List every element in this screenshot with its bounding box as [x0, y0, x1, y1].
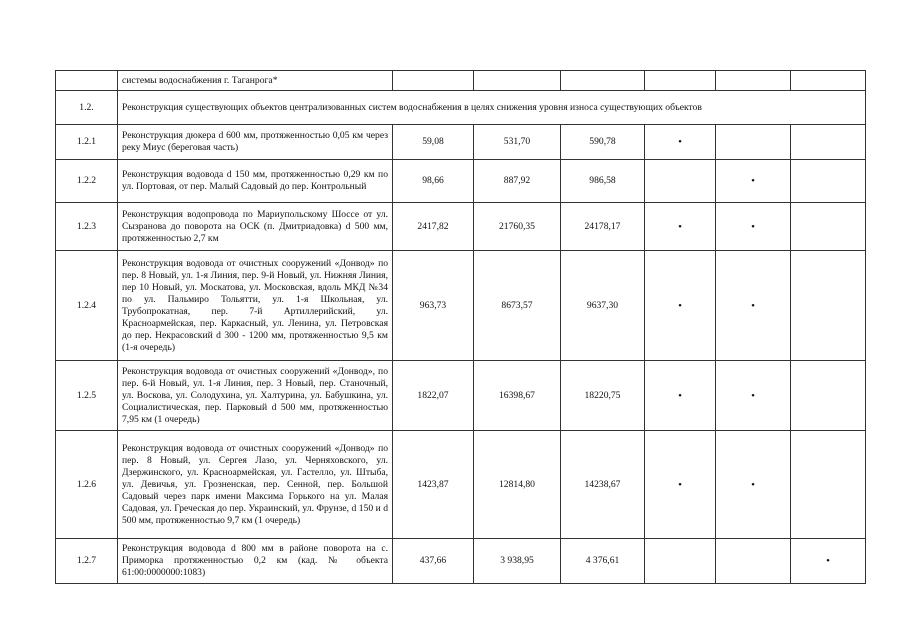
value-col-1: 437,66 — [393, 539, 474, 584]
mark-col-1: • — [645, 361, 716, 431]
value-col-2: 16398,67 — [474, 361, 561, 431]
mark-col-2: • — [716, 431, 791, 539]
row-description: Реконструкция водовода от очистных сооружений «Донвод» по пер. 8 Новый, ул. Сергея Лазо, ул. Черняховского, ул. Дзержинского, ул. Красноармейская, ул. Гастелло, ул. Штыба, ул. Девичья, ул. Грозненская, пер. Сенной, пер. Большой Садовый через парк имени Максима Горького на ул. Малая Садовая, ул. Греческая до пер. Украинский, ул. Фрунзе, d 150 и d 500 мм, протяженностью 9,7 км (1 очередь) — [118, 431, 393, 539]
row-number — [56, 71, 118, 91]
mark-col-2 — [716, 539, 791, 584]
row-description: Реконструкция водовода d 800 мм в районе поворота на с. Приморка протяженностью 0,2 км (кад. № объекта 61:00:0000000:1083) — [118, 539, 393, 584]
row-description: Реконструкция водовода от очистных сооружений «Донвод» по пер. 8 Новый, ул. 1-я Линия, пер. 9-й Новый, ул. Нижняя Линия, пер 10 Новый, ул. Москатова, ул. Московская, вдоль МКД №34 по ул. Пальмиро Тольятти, ул. 1-я Школьная, ул. Трубопрокатная, пер. 7-й Артиллерийский, ул. Красноармейская, пер. Каркасный, ул. Ленина, ул. Петровская до пер. Некрасовский d 300 - 1200 мм, протяженностью 9,5 км (1-я очередь) — [118, 251, 393, 361]
row-number: 1.2.6 — [56, 431, 118, 539]
row-number: 1.2.1 — [56, 125, 118, 160]
value-col-3: 18220,75 — [561, 361, 645, 431]
value-col-3: 4 376,61 — [561, 539, 645, 584]
table-row — [56, 203, 866, 251]
mark-col-2: • — [716, 251, 791, 361]
value-col-2: 531,70 — [474, 125, 561, 160]
section-number: 1.2. — [56, 91, 118, 125]
value-col-1: 1822,07 — [393, 361, 474, 431]
empty-cell — [393, 71, 474, 91]
mark-col-3 — [791, 125, 866, 160]
empty-cell — [561, 71, 645, 91]
table-row — [56, 431, 866, 539]
value-col-3: 9637,30 — [561, 251, 645, 361]
value-col-3: 590,78 — [561, 125, 645, 160]
empty-cell — [474, 71, 561, 91]
value-col-3: 24178,17 — [561, 203, 645, 251]
value-col-3: 14238,67 — [561, 431, 645, 539]
table-row-continuation — [56, 71, 866, 91]
mark-col-2: • — [716, 160, 791, 203]
table-row — [56, 160, 866, 203]
mark-col-3 — [791, 160, 866, 203]
empty-cell — [645, 71, 716, 91]
mark-col-2: • — [716, 203, 791, 251]
value-col-1: 2417,82 — [393, 203, 474, 251]
value-col-2: 21760,35 — [474, 203, 561, 251]
mark-col-1 — [645, 160, 716, 203]
row-number: 1.2.7 — [56, 539, 118, 584]
mark-col-1: • — [645, 203, 716, 251]
investment-table — [55, 70, 866, 584]
empty-cell — [791, 71, 866, 91]
value-col-3: 986,58 — [561, 160, 645, 203]
mark-col-1: • — [645, 251, 716, 361]
value-col-1: 1423,87 — [393, 431, 474, 539]
empty-cell — [716, 71, 791, 91]
section-header-row — [56, 91, 866, 125]
mark-col-2: • — [716, 361, 791, 431]
table-row — [56, 251, 866, 361]
row-number: 1.2.5 — [56, 361, 118, 431]
value-col-2: 12814,80 — [474, 431, 561, 539]
mark-col-3 — [791, 361, 866, 431]
mark-col-1: • — [645, 125, 716, 160]
row-number: 1.2.2 — [56, 160, 118, 203]
value-col-1: 59,08 — [393, 125, 474, 160]
row-description: Реконструкция водовода от очистных сооружений «Донвод», по пер. 6-й Новый, ул. 1-я Линия, пер. 3 Новый, пер. Станочный, ул. Воскова, ул. Солодухина, ул. Халтурина, ул. Бабушкина, ул. Социалистическая, пер. Парковый d 500 мм, протяженностью 7,95 км (1 очередь) — [118, 361, 393, 431]
mark-col-1: • — [645, 431, 716, 539]
mark-col-2 — [716, 125, 791, 160]
mark-col-3 — [791, 431, 866, 539]
row-number: 1.2.4 — [56, 251, 118, 361]
value-col-2: 887,92 — [474, 160, 561, 203]
table-row — [56, 361, 866, 431]
row-description: Реконструкция водопровода по Мариупольскому Шоссе от ул. Сызранова до поворота на ОСК (п. Дмитриадовка) d 500 мм, протяженностью 2,7 км — [118, 203, 393, 251]
mark-col-3 — [791, 203, 866, 251]
row-description: системы водоснабжения г. Таганрога* — [118, 71, 393, 91]
table-row — [56, 539, 866, 584]
mark-col-3: • — [791, 539, 866, 584]
section-title: Реконструкция существующих объектов централизованных систем водоснабжения в целях снижения уровня износа существующих объектов — [118, 91, 866, 125]
row-number: 1.2.3 — [56, 203, 118, 251]
value-col-2: 8673,57 — [474, 251, 561, 361]
value-col-1: 98,66 — [393, 160, 474, 203]
row-description: Реконструкция дюкера d 600 мм, протяженностью 0,05 км через реку Миус (береговая часть) — [118, 125, 393, 160]
value-col-1: 963,73 — [393, 251, 474, 361]
mark-col-3 — [791, 251, 866, 361]
row-description: Реконструкция водовода d 150 мм, протяженностью 0,29 км по ул. Портовая, от пер. Малый Садовый до пер. Контрольный — [118, 160, 393, 203]
value-col-2: 3 938,95 — [474, 539, 561, 584]
mark-col-1 — [645, 539, 716, 584]
table-row — [56, 125, 866, 160]
